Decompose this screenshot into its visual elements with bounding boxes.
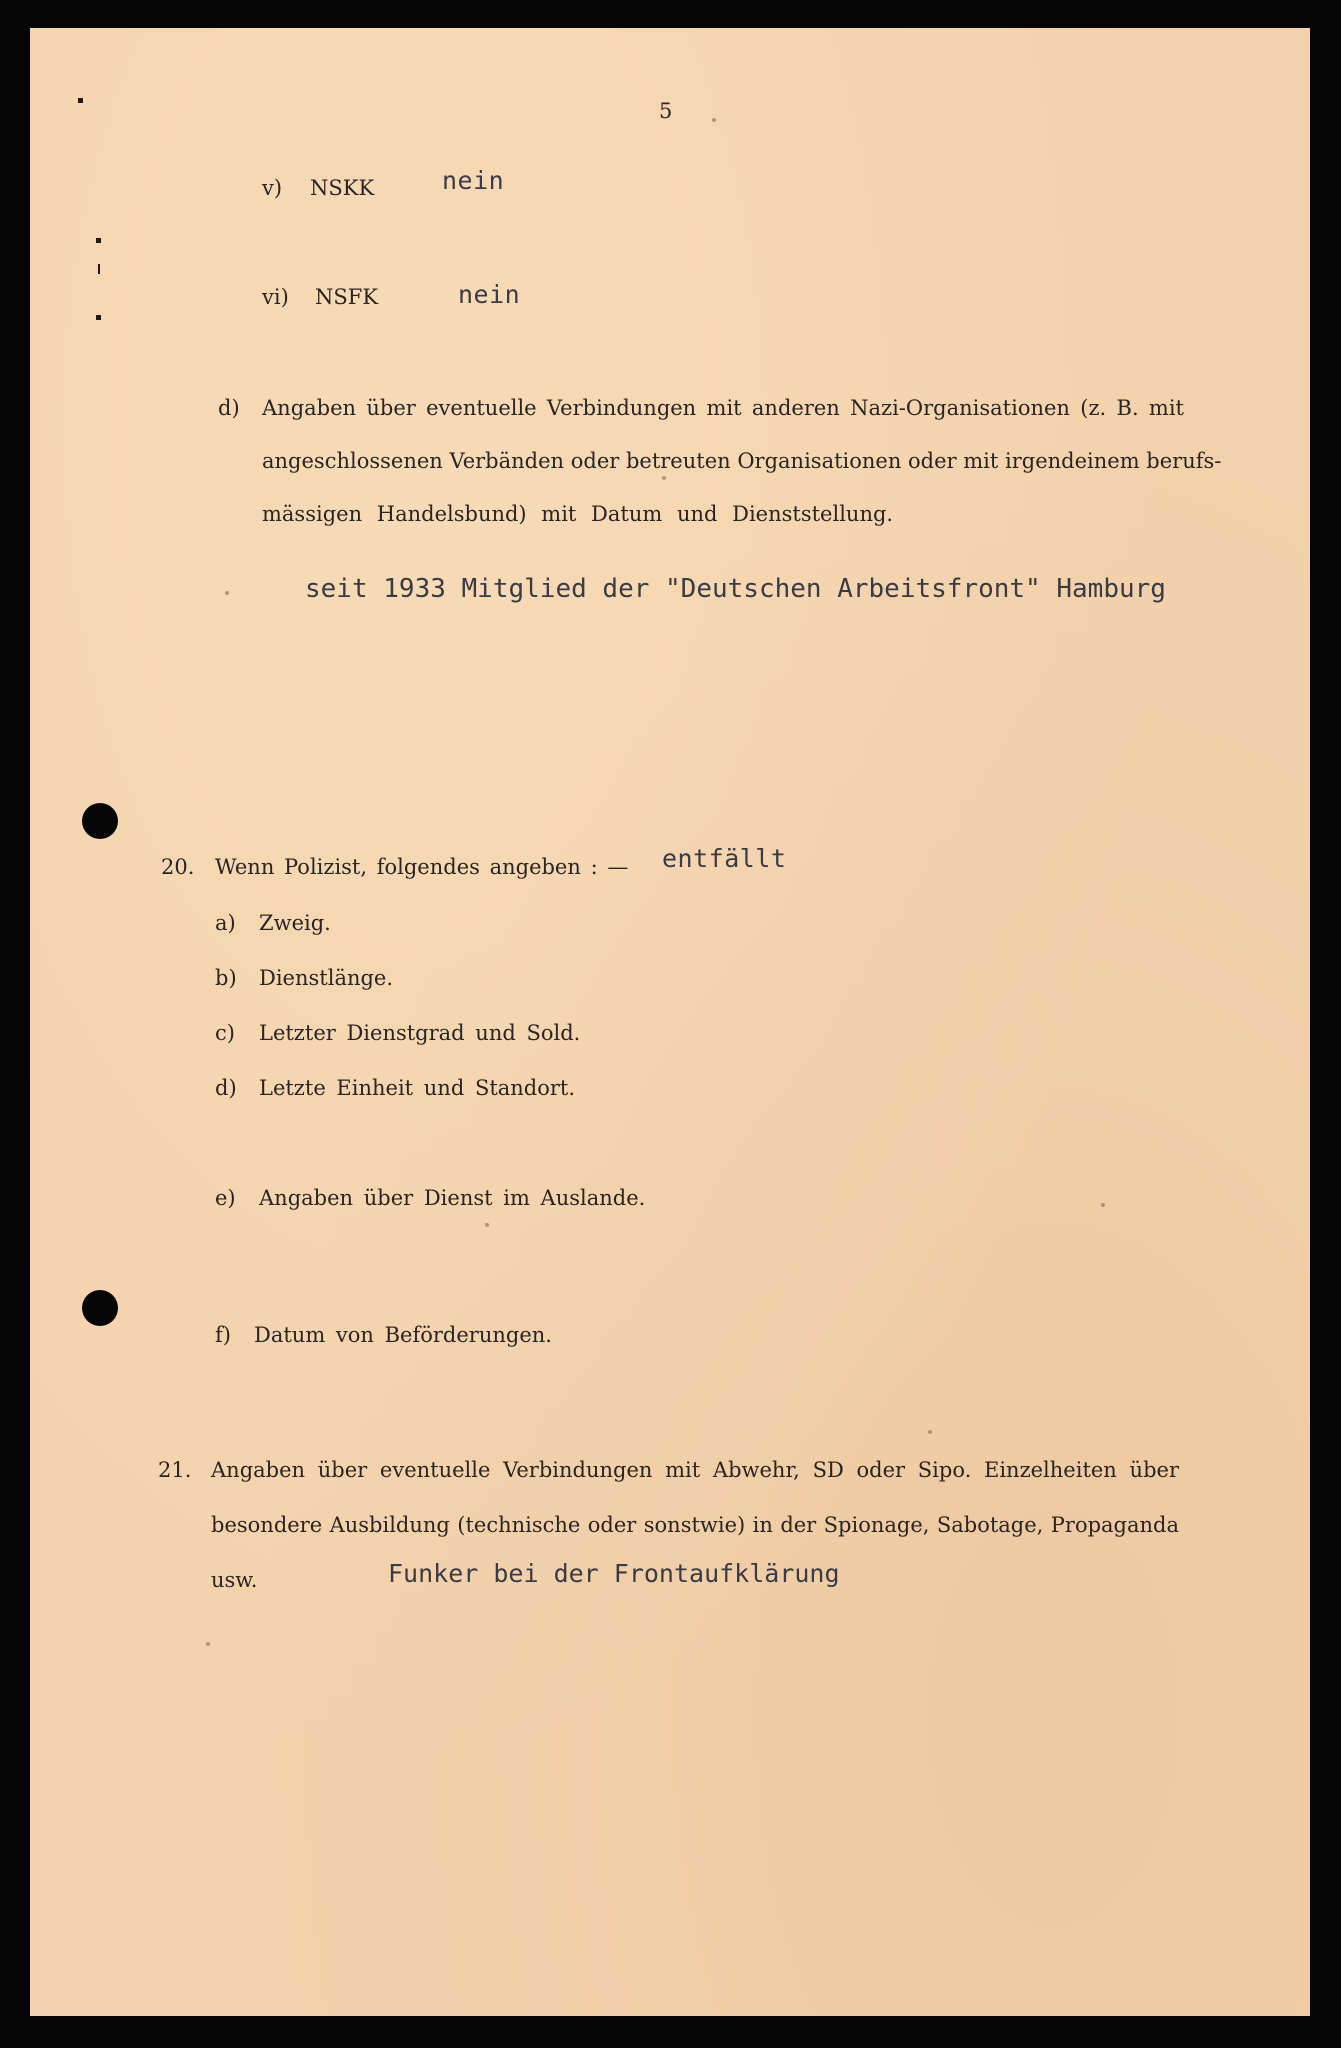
punch-hole-top (82, 803, 118, 839)
item-label: b) (215, 966, 237, 990)
question-line: besondere Ausbildung (technische oder sonstwie) in der Spionage, Sabotage, Propaganda (211, 1513, 1179, 1537)
margin-mark (96, 315, 101, 320)
paper-speck (662, 476, 666, 480)
question-line: Angaben über eventuelle Verbindungen mit Abwehr, SD oder Sipo. Einzelheiten über (211, 1458, 1179, 1482)
item-text: Dienstlänge. (259, 966, 394, 990)
question-line: Angaben über eventuelle Verbindungen mit anderen Nazi-Organisationen (z. B. mit (262, 396, 1184, 420)
margin-mark (98, 264, 100, 274)
typed-answer: Funker bei der Frontaufklärung (388, 1559, 840, 1588)
paper-speck (928, 1430, 932, 1434)
item-text: Datum von Beförderungen. (254, 1323, 552, 1347)
punch-hole-bottom (82, 1290, 118, 1326)
paper-speck (712, 118, 716, 122)
typed-answer: nein (458, 280, 521, 309)
item-label: f) (215, 1323, 231, 1347)
document-page (30, 28, 1310, 2016)
item-text: Letzter Dienstgrad und Sold. (259, 1021, 581, 1045)
margin-mark (96, 238, 101, 243)
paper-speck (485, 1223, 489, 1227)
section-label: d) (218, 396, 240, 420)
paper-speck (206, 1642, 210, 1646)
item-label: e) (215, 1186, 236, 1210)
typed-answer: entfällt (662, 844, 787, 873)
paper-speck (1101, 1203, 1105, 1207)
item-label: c) (215, 1021, 235, 1045)
question-number: 20. (161, 855, 195, 879)
item-label: v) (262, 176, 283, 200)
item-label: d) (215, 1076, 237, 1100)
organization-name: NSKK (310, 176, 375, 200)
margin-mark (78, 98, 83, 103)
item-text: Zweig. (259, 911, 331, 935)
organization-name: NSFK (315, 285, 379, 309)
question-text: Wenn Polizist, folgendes angeben : — (215, 855, 629, 879)
item-text: Angaben über Dienst im Auslande. (259, 1186, 646, 1210)
question-line: angeschlossenen Verbänden oder betreuten Organisationen oder mit irgendeinem berufs- (262, 449, 1222, 473)
typed-answer: seit 1933 Mitglied der "Deutschen Arbeitsfront" Hamburg (305, 574, 1166, 604)
question-line: usw. (211, 1568, 258, 1592)
question-number: 21. (158, 1458, 192, 1482)
item-label: vi) (262, 285, 289, 309)
item-text: Letzte Einheit und Standort. (259, 1076, 576, 1100)
item-label: a) (215, 911, 236, 935)
page-number: 5 (659, 99, 673, 123)
paper-speck (225, 591, 229, 595)
question-line: mässigen Handelsbund) mit Datum und Dienststellung. (262, 502, 894, 526)
typed-answer: nein (442, 166, 505, 195)
